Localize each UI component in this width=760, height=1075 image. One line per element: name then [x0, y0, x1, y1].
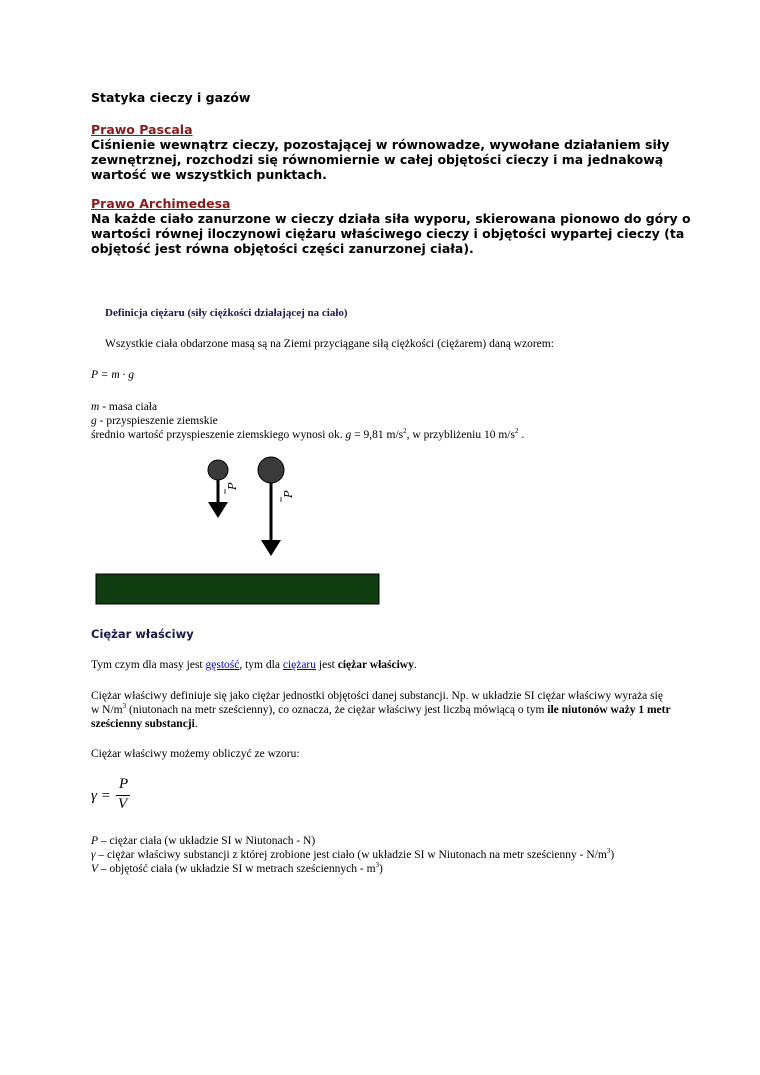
- pascal-line-3: wartość we wszystkich punktach.: [91, 167, 327, 182]
- small-vector-label: P: [226, 482, 239, 490]
- pascal-heading-link[interactable]: Prawo Pascala: [91, 122, 193, 137]
- specific-para-3: Ciężar właściwy możemy obliczyć ze wzoru:: [91, 748, 300, 760]
- archimedes-line-1: Na każde ciało zanurzone w cieczy działa siła wyporu, skierowana pionowo do góry o: [91, 211, 691, 226]
- small-arrowhead-icon: [208, 502, 228, 518]
- specific-para-1: Tym czym dla masy jest gęstość, tym dla ciężaru jest ciężar właściwy.: [91, 659, 417, 671]
- pascal-line-2: zewnętrznej, rozchodzi się równomiernie w całej objętości cieczy i ma jednakową: [91, 152, 664, 167]
- archimedes-section: [91, 196, 691, 256]
- large-ball-icon: [258, 457, 284, 483]
- page-title: Statyka cieczy i gazów: [91, 90, 251, 105]
- ground-block: [96, 574, 379, 604]
- large-arrowhead-icon: [261, 540, 281, 556]
- weight-heading: Definicja ciężaru (siły ciężkości działającej na ciało): [105, 307, 348, 319]
- mass-definition: m - masa ciała: [91, 401, 158, 413]
- weight-illustration: [90, 450, 390, 610]
- density-link[interactable]: gęstość: [205, 659, 240, 671]
- weight-link[interactable]: ciężaru: [282, 659, 317, 671]
- weight-formula: P = m · g: [91, 369, 135, 381]
- pascal-section: [91, 122, 670, 182]
- def-V: V – objętość ciała (w układzie SI w metrach sześciennych - $m^3$): [91, 861, 383, 875]
- weight-intro: Wszystkie ciała obdarzone masą są na Ziemi przyciągane siłą ciężkości (ciężarem) daną wzorem:: [105, 338, 554, 350]
- weight-definitions: [91, 400, 524, 442]
- def-gamma: γ – ciężar właściwy substancji z której zrobione jest ciało (w układzie SI w Niutonach na metr sześcienny - $N/m^3$): [91, 847, 615, 861]
- symbol-definitions: [91, 834, 614, 876]
- gravity-average: średnio wartość przyspieszenie ziemskiego wynosi ok. g = 9,81 $m/s^2$, w przybliżeniu 10 $m/s^2$ .: [91, 427, 525, 441]
- archimedes-line-3: objętość jest równa objętości części zanurzonej ciała).: [91, 241, 474, 256]
- archimedes-heading-link[interactable]: Prawo Archimedesa: [91, 196, 231, 211]
- small-ball-icon: [208, 460, 228, 480]
- def-P: P – ciężar ciała (w układzie SI w Niutonach - N): [91, 835, 316, 847]
- specific-para-2: Ciężar właściwy definiuje się jako ciężar jednostki objętości danej substancji. Np. w układzie SI ciężar właściwy wyraża się w $N/m^3$ (niutonach na metr sześcienny), co oznacza, że ciężar właściwy jest liczbą mówiącą o tym ile niutonów waży 1 metr sześcienny substancji.: [91, 690, 671, 730]
- pascal-line-1: Ciśnienie wewnątrz cieczy, pozostającej w równowadze, wywołane działaniem siły: [91, 137, 670, 152]
- archimedes-line-2: wartości równej iloczynowi ciężaru właściwego cieczy i objętości wypartej cieczy (ta: [91, 226, 685, 241]
- specific-weight-formula: γ = P V: [91, 776, 129, 812]
- gravity-definition: g - przyspieszenie ziemskie: [91, 415, 218, 427]
- large-vector-label: P: [282, 490, 295, 498]
- specific-heading: Ciężar właściwy: [91, 627, 194, 641]
